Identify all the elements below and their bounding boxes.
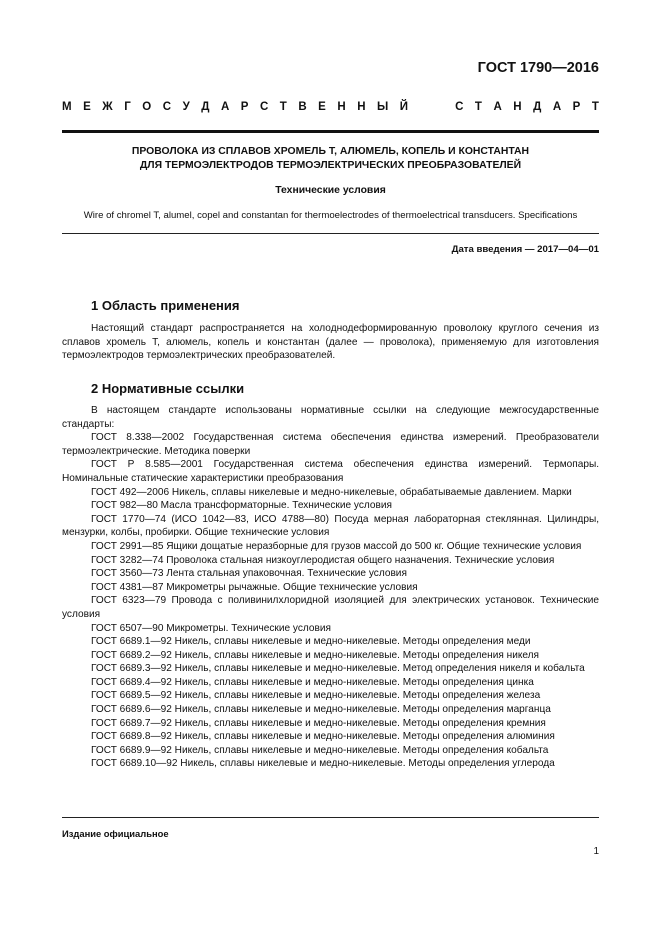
title-rule: [62, 233, 599, 234]
reference-item: ГОСТ 3560—73 Лента стальная упаковочная. Технические условия: [91, 568, 407, 580]
banner-letter: А: [220, 101, 230, 113]
normative-references-list: [62, 404, 599, 771]
reference-item: ГОСТ 6323—79 Провода с поливинилхлоридной изоляцией для электрических установок. Технические условия: [62, 595, 599, 620]
reference-item: ГОСТ 6689.3—92 Никель, сплавы никелевые и медно-никелевые. Метод определения никеля и кобальта: [91, 663, 585, 675]
references-intro: В настоящем стандарте использованы нормативные ссылки на следующие межгосударственные стандарты:: [62, 405, 599, 430]
banner-letter: Д: [201, 101, 210, 113]
banner-letter: Д: [533, 101, 542, 113]
reference-item: ГОСТ 6689.1—92 Никель, сплавы никелевые и медно-никелевые. Методы определения меди: [91, 636, 531, 648]
reference-item: ГОСТ 2991—85 Ящики дощатые неразборные для грузов массой до 500 кг. Общие технические условия: [91, 540, 582, 552]
reference-item: ГОСТ 4381—87 Микрометры рычажные. Общие технические условия: [91, 581, 418, 593]
interstate-standard-banner: [62, 99, 599, 115]
reference-item: ГОСТ 1770—74 (ИСО 1042—83, ИСО 4788—80) Посуда мерная лабораторная стеклянная. Цилиндры, мензурки, колбы, пробирки. Общие технические условия: [62, 513, 599, 539]
banner-letter: Г: [124, 101, 131, 113]
scope-paragraph: [62, 322, 599, 363]
banner-letter: С: [455, 101, 464, 113]
title-line-1: ПРОВОЛОКА ИЗ СПЛАВОВ ХРОМЕЛЬ Т, АЛЮМЕЛЬ, КОПЕЛЬ И КОНСТАНТАН: [131, 146, 530, 157]
reference-item: ГОСТ Р 8.585—2001 Государственная система обеспечения единства измерений. Термопары. Номинальные статические характеристики преобразования: [62, 459, 599, 484]
banner-letter: Е: [318, 101, 326, 113]
reference-item: ГОСТ 6689.6—92 Никель, сплавы никелевые и медно-никелевые. Методы определения марганца: [91, 704, 551, 716]
banner-letter: Р: [572, 101, 581, 113]
banner-letter: Ж: [102, 101, 113, 113]
banner-letter: Н: [337, 101, 346, 113]
introduction-date: Дата введения — 2017—04—01: [451, 244, 599, 255]
reference-item: ГОСТ 492—2006 Никель, сплавы никелевые и медно-никелевые, обрабатываемые давлением. Марки: [91, 486, 572, 498]
page-number: 1: [593, 846, 599, 857]
english-title: Wire of chromel T, alumel, copel and constantan for thermoelectrodes of thermoelectrical transducers. Specifications: [83, 210, 578, 221]
title-line-2: ДЛЯ ТЕРМОЭЛЕКТРОДОВ ТЕРМОЭЛЕКТРИЧЕСКИХ ПРЕОБРАЗОВАТЕЛЕЙ: [139, 160, 522, 171]
banner-letter: Ы: [377, 101, 389, 113]
document-title: [62, 145, 599, 173]
banner-letter: У: [182, 101, 190, 113]
reference-item: ГОСТ 6689.4—92 Никель, сплавы никелевые и медно-никелевые. Методы определения цинка: [91, 676, 534, 688]
footer-rule: [62, 817, 599, 818]
banner-letter: Т: [591, 101, 599, 113]
reference-item: ГОСТ 982—80 Масла трансформаторные. Технические условия: [91, 500, 392, 512]
reference-item: ГОСТ 8.338—2002 Государственная система обеспечения единства измерений. Преобразователи термоэлектрические. Методика поверки: [62, 432, 599, 457]
reference-item: ГОСТ 6689.9—92 Никель, сплавы никелевые и медно-никелевые. Методы определения кобальта: [91, 744, 549, 756]
reference-item: ГОСТ 6689.7—92 Никель, сплавы никелевые и медно-никелевые. Методы определения кремния: [91, 717, 546, 729]
banner-letter: А: [552, 101, 562, 113]
banner-letter: В: [298, 101, 307, 113]
banner-letter: Е: [83, 101, 91, 113]
section-heading-scope: 1 Область применения: [91, 298, 240, 313]
header-rule: [62, 130, 599, 133]
banner-letter: Н: [357, 101, 366, 113]
document-code: ГОСТ 1790—2016: [477, 60, 599, 76]
reference-item: ГОСТ 6507—90 Микрометры. Технические условия: [91, 622, 331, 634]
banner-letter: Р: [240, 101, 249, 113]
reference-item: ГОСТ 6689.10—92 Никель, сплавы никелевые и медно-никелевые. Методы определения углерода: [91, 758, 555, 770]
reference-item: ГОСТ 3282—74 Проволока стальная низкоуглеродистая общего назначения. Технические условия: [91, 554, 555, 566]
banner-letter: С: [162, 101, 172, 113]
official-edition-label: Издание официальное: [62, 828, 169, 839]
paragraph: Настоящий стандарт распространяется на холоднодеформированную проволоку круглого сечения из сплавов хромель Т, алюмель, копель и константан (далее — проволока), применяемую для изготовления термоэлектродов термоэлектрических преобразователей.: [62, 323, 599, 362]
banner-letter: Й: [399, 101, 409, 113]
banner-letter: С: [259, 101, 269, 113]
document-subtitle: Технические условия: [275, 185, 386, 196]
banner-letter: М: [62, 101, 72, 113]
reference-item: ГОСТ 6689.5—92 Никель, сплавы никелевые и медно-никелевые. Методы определения железа: [91, 690, 541, 702]
reference-item: ГОСТ 6689.8—92 Никель, сплавы никелевые и медно-никелевые. Методы определения алюминия: [91, 731, 555, 743]
banner-letter: О: [142, 101, 152, 113]
banner-letter: Т: [279, 101, 287, 113]
reference-item: ГОСТ 6689.2—92 Никель, сплавы никелевые и медно-никелевые. Методы определения никеля: [91, 649, 540, 661]
banner-letter: Н: [513, 101, 522, 113]
section-heading-references: 2 Нормативные ссылки: [91, 381, 245, 396]
banner-letter: А: [493, 101, 502, 113]
banner-letter: Т: [474, 101, 482, 113]
